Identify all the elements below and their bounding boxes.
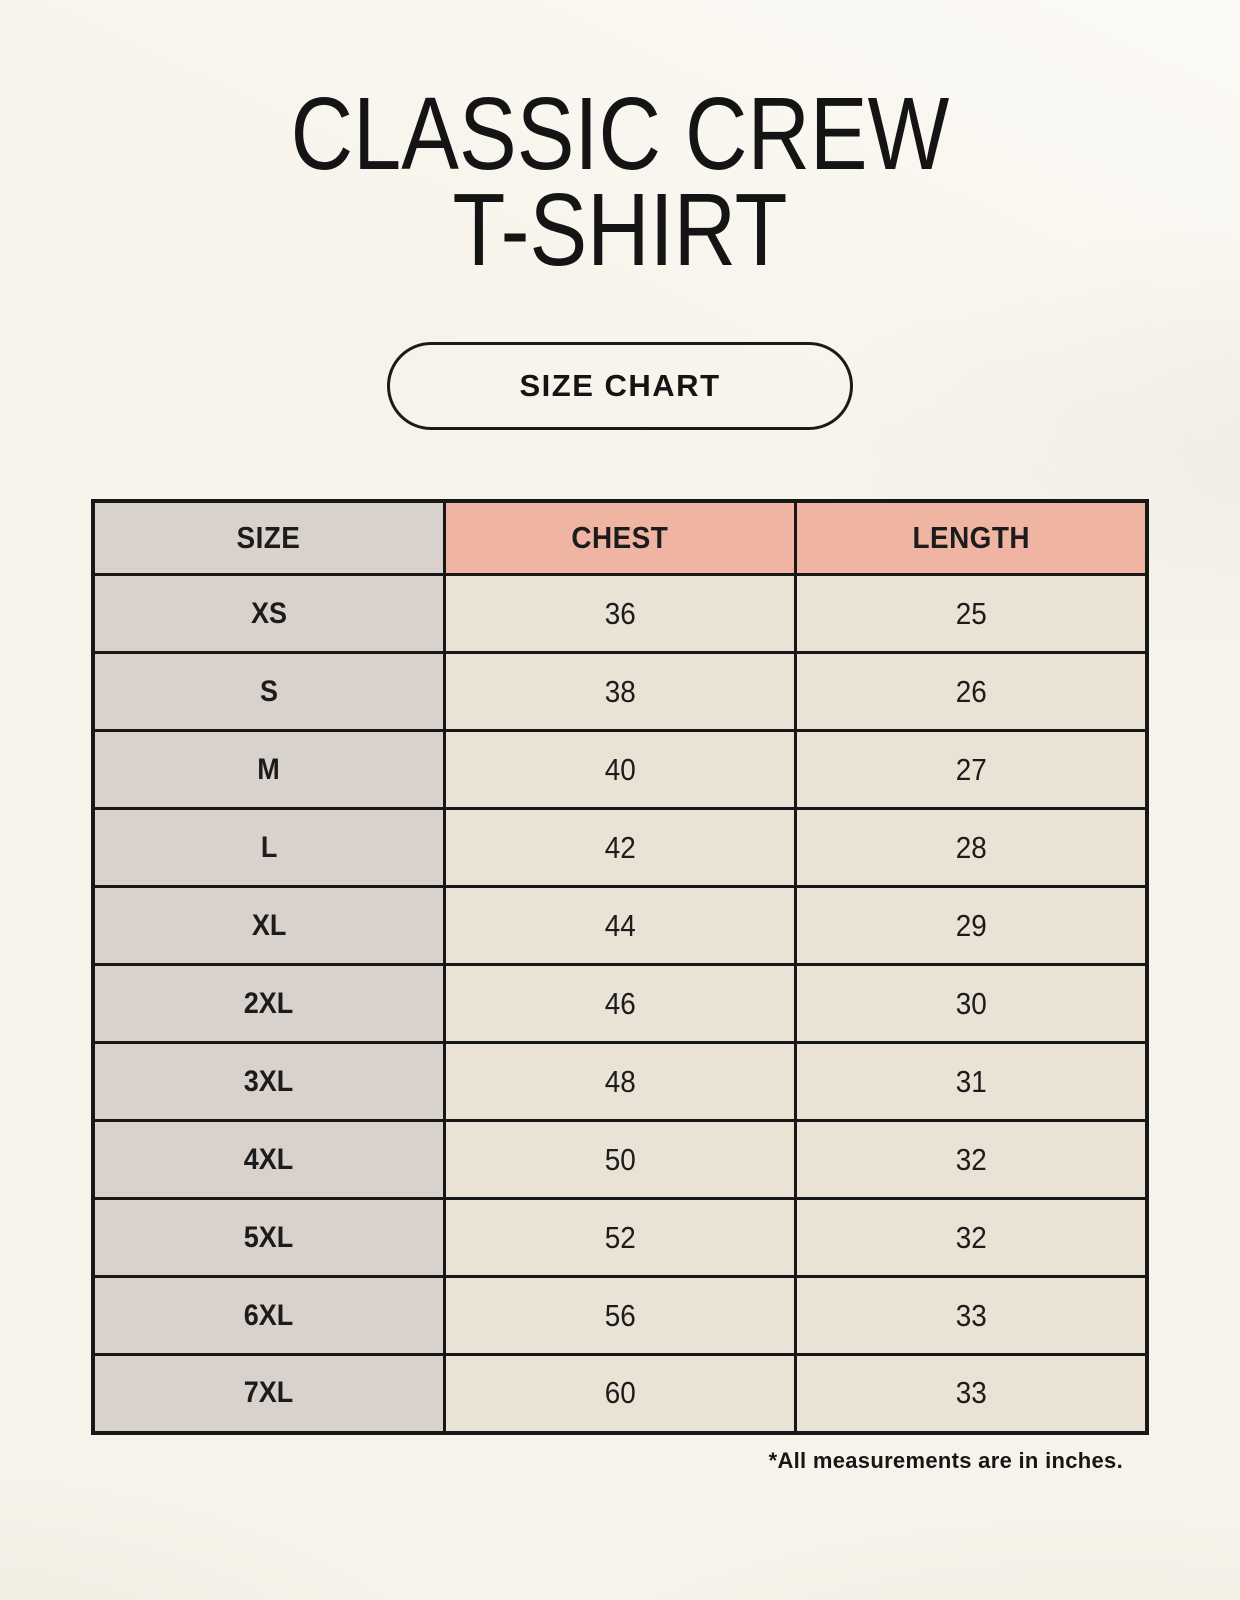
table-row	[93, 1043, 1147, 1121]
table-row	[93, 809, 1147, 887]
size-cell: L	[93, 809, 444, 887]
length-cell: 32	[796, 1121, 1147, 1199]
table-header-row	[93, 501, 1147, 575]
chest-cell: 48	[444, 1043, 795, 1121]
length-cell: 32	[796, 1199, 1147, 1277]
header-cell-chest: CHEST	[444, 501, 795, 575]
table-row	[93, 1277, 1147, 1355]
size-cell: 6XL	[93, 1277, 444, 1355]
length-cell: 33	[796, 1277, 1147, 1355]
page-title-line-1: CLASSIC CREW	[290, 76, 950, 191]
size-chart-badge: SIZE CHART	[387, 342, 853, 430]
measurements-footnote: *All measurements are in inches.	[768, 1447, 1123, 1473]
chest-cell: 52	[444, 1199, 795, 1277]
chest-cell: 46	[444, 965, 795, 1043]
length-cell: 25	[796, 575, 1147, 653]
chest-cell: 40	[444, 731, 795, 809]
chest-cell: 50	[444, 1121, 795, 1199]
table-row	[93, 653, 1147, 731]
size-table-container	[91, 499, 1149, 1435]
length-cell: 30	[796, 965, 1147, 1043]
table-row	[93, 575, 1147, 653]
chest-cell: 44	[444, 887, 795, 965]
table-row	[93, 1199, 1147, 1277]
chest-cell: 36	[444, 575, 795, 653]
badge-container	[0, 342, 1240, 430]
page-title-line-2: T-SHIRT	[452, 171, 788, 287]
length-cell: 26	[796, 653, 1147, 731]
header-cell-size: SIZE	[93, 501, 444, 575]
chest-cell: 38	[444, 653, 795, 731]
table-row	[93, 731, 1147, 809]
size-cell: 5XL	[93, 1199, 444, 1277]
length-cell: 33	[796, 1355, 1147, 1433]
table-row	[93, 965, 1147, 1043]
size-cell: 4XL	[93, 1121, 444, 1199]
chest-cell: 42	[444, 809, 795, 887]
length-cell: 28	[796, 809, 1147, 887]
size-cell: XS	[93, 575, 444, 653]
size-cell: 2XL	[93, 965, 444, 1043]
size-cell: S	[93, 653, 444, 731]
table-row	[93, 1355, 1147, 1433]
page-title	[0, 0, 1240, 287]
chest-cell: 60	[444, 1355, 795, 1433]
chest-cell: 56	[444, 1277, 795, 1355]
size-table	[91, 499, 1149, 1435]
header-cell-length: LENGTH	[796, 501, 1147, 575]
size-cell: 3XL	[93, 1043, 444, 1121]
size-cell: 7XL	[93, 1355, 444, 1433]
table-row	[93, 887, 1147, 965]
length-cell: 31	[796, 1043, 1147, 1121]
length-cell: 27	[796, 731, 1147, 809]
length-cell: 29	[796, 887, 1147, 965]
size-cell: XL	[93, 887, 444, 965]
table-row	[93, 1121, 1147, 1199]
size-cell: M	[93, 731, 444, 809]
